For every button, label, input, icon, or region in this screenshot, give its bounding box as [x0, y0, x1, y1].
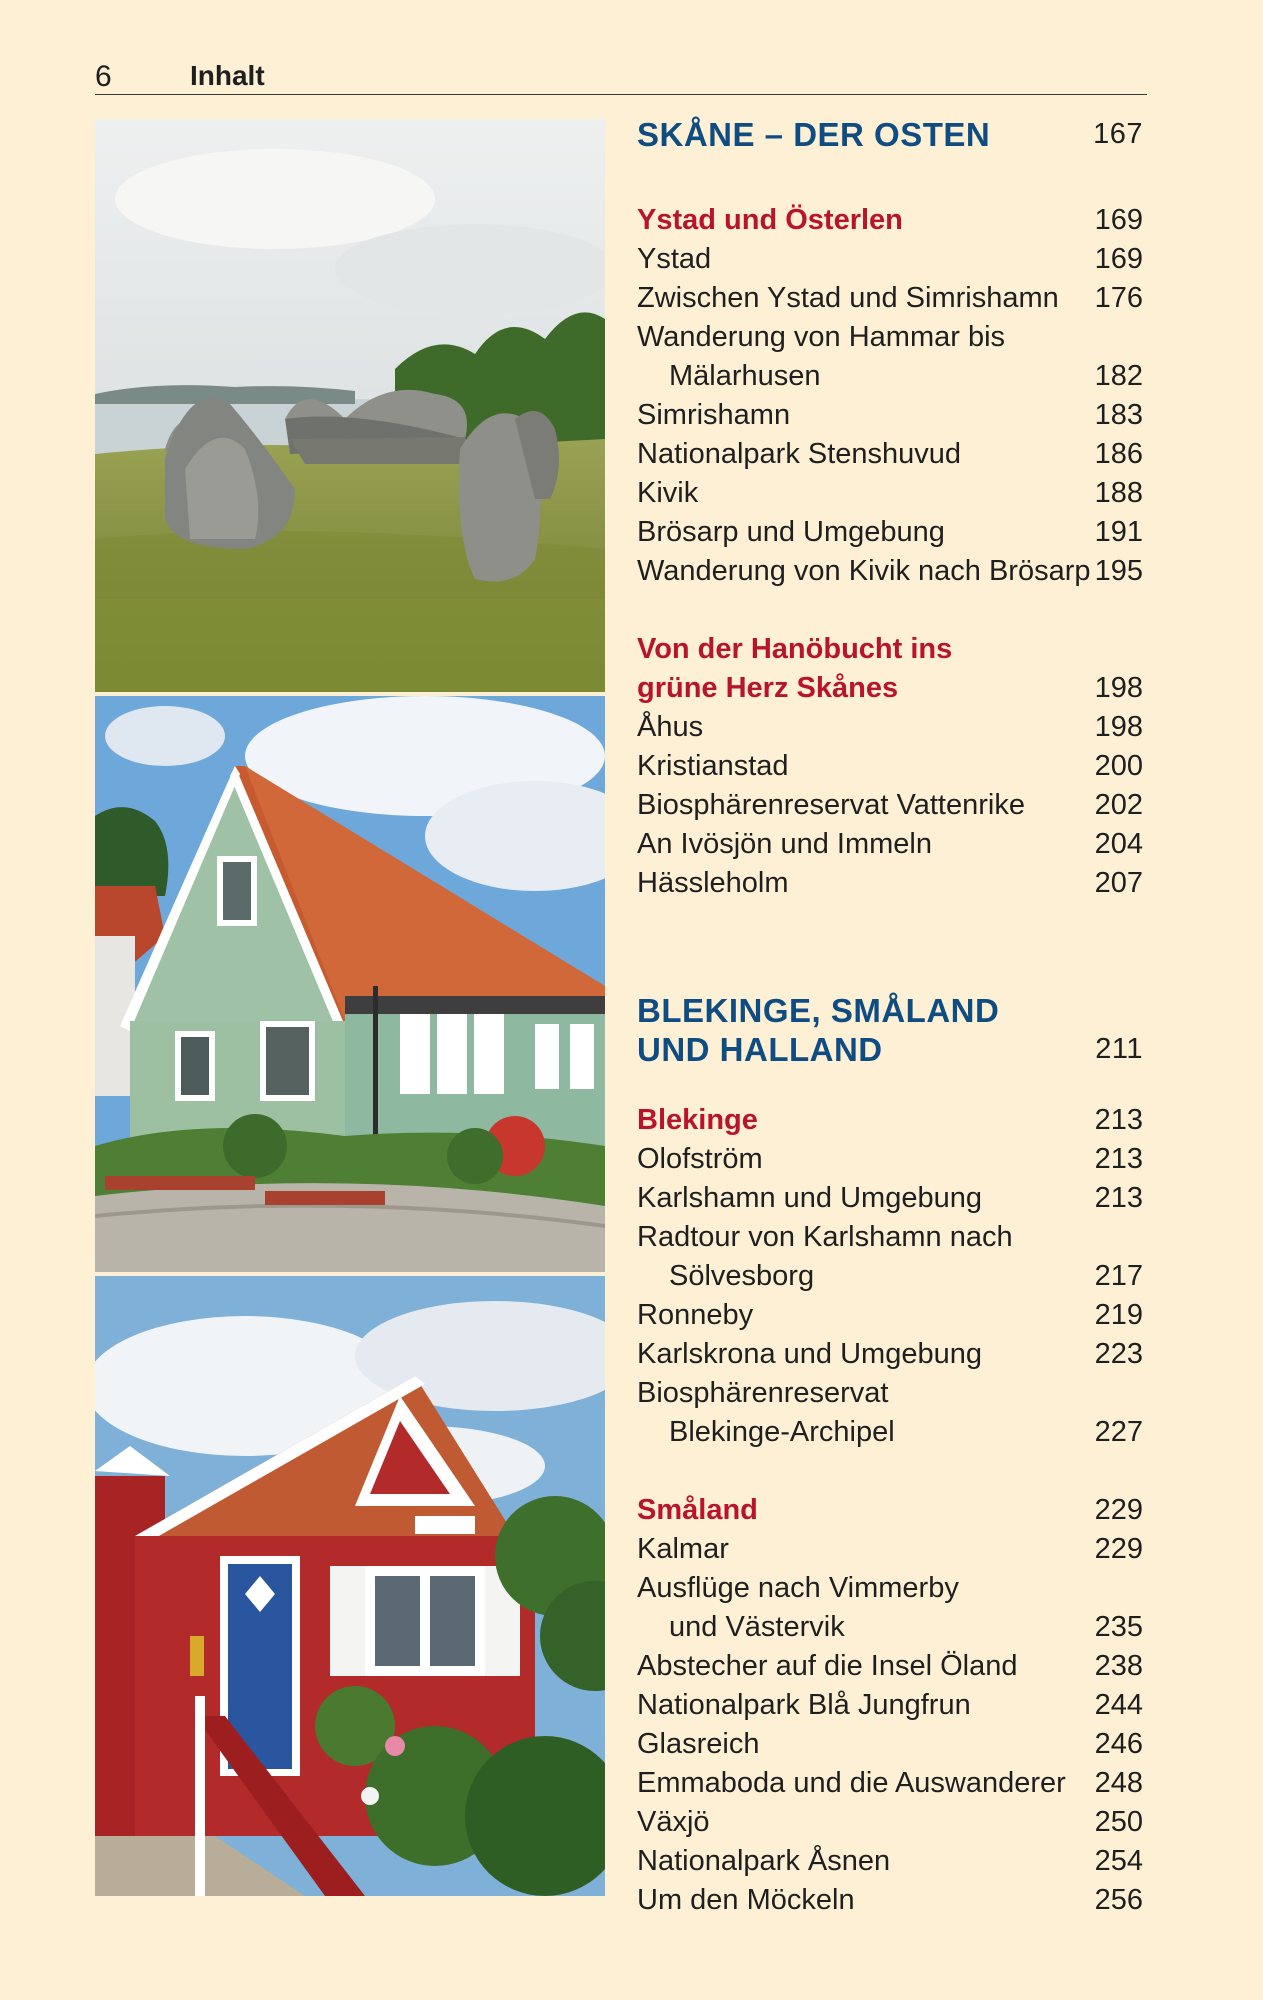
toc-entry[interactable] — [637, 864, 1147, 903]
section-heading[interactable] — [637, 1491, 1147, 1530]
toc-entry[interactable] — [637, 1413, 1147, 1452]
toc-entry[interactable] — [637, 1179, 1147, 1218]
toc-entry[interactable] — [637, 1803, 1147, 1842]
entry-page: 198 — [1094, 711, 1143, 743]
toc-entry[interactable] — [637, 1296, 1147, 1335]
toc-entry[interactable] — [637, 513, 1147, 552]
entry-label: Sölvesborg — [669, 1260, 815, 1292]
entry-page: 186 — [1094, 438, 1143, 470]
entry-page: 182 — [1094, 360, 1143, 392]
entry-page: 213 — [1094, 1143, 1143, 1175]
entry-label: Wanderung von Kivik nach Brösarp — [637, 555, 1091, 587]
chapter-title: SKÅNE – DER OSTEN — [637, 116, 991, 153]
entry-label: An Ivösjön und Immeln — [637, 828, 932, 860]
toc-entry[interactable] — [637, 435, 1147, 474]
section-title: Småland — [637, 1494, 758, 1526]
section-heading[interactable] — [637, 669, 1147, 708]
toc-entry[interactable] — [637, 786, 1147, 825]
section-title: grüne Herz Skånes — [637, 672, 899, 704]
entry-page: 229 — [1094, 1533, 1143, 1565]
chapter-heading[interactable] — [637, 991, 1147, 1030]
entry-label: Ystad — [637, 243, 712, 275]
photo-green-house — [95, 696, 605, 1272]
section-page: 213 — [1094, 1104, 1143, 1136]
entry-page: 244 — [1094, 1689, 1143, 1721]
entry-page: 191 — [1094, 516, 1143, 548]
entry-page: 176 — [1094, 282, 1143, 314]
entry-label: Blekinge-Archipel — [669, 1416, 895, 1448]
toc-entry[interactable] — [637, 708, 1147, 747]
entry-page: 202 — [1094, 789, 1143, 821]
toc-entry[interactable] — [637, 1842, 1147, 1881]
toc-entry[interactable] — [637, 1608, 1147, 1647]
toc-entry[interactable] — [637, 1686, 1147, 1725]
entry-label: Karlshamn und Umgebung — [637, 1182, 982, 1214]
entry-label: Um den Möckeln — [637, 1884, 855, 1916]
entry-page: 235 — [1094, 1611, 1143, 1643]
section-page: 169 — [1094, 204, 1143, 236]
entry-page: 219 — [1094, 1299, 1143, 1331]
toc-entry[interactable] — [637, 357, 1147, 396]
chapter-page: 211 — [1095, 1033, 1143, 1065]
section-title: Blekinge — [637, 1104, 758, 1136]
entry-page: 223 — [1094, 1338, 1143, 1370]
entry-page: 213 — [1094, 1182, 1143, 1214]
entry-label: Glasreich — [637, 1728, 760, 1760]
section-page: 198 — [1094, 672, 1143, 704]
chapter-heading[interactable] — [637, 115, 1147, 154]
entry-page: 195 — [1094, 555, 1143, 587]
entry-label: Biosphärenreservat — [637, 1377, 889, 1409]
entry-label: Kristianstad — [637, 750, 789, 782]
entry-label: Åhus — [637, 711, 704, 743]
entry-label: Hässleholm — [637, 867, 789, 899]
table-of-contents — [637, 115, 1147, 1920]
entry-label: Nationalpark Åsnen — [637, 1845, 891, 1877]
entry-label: Brösarp und Umgebung — [637, 516, 945, 548]
toc-entry[interactable] — [637, 1257, 1147, 1296]
entry-page: 238 — [1094, 1650, 1143, 1682]
page-number: 6 — [95, 60, 112, 93]
entry-label: Biosphärenreservat Vattenrike — [637, 789, 1025, 821]
entry-page: 227 — [1094, 1416, 1143, 1448]
toc-entry[interactable] — [637, 279, 1147, 318]
entry-label: Ausflüge nach Vimmerby — [637, 1572, 959, 1604]
toc-entry[interactable] — [637, 1569, 1147, 1608]
entry-label: Abstecher auf die Insel Öland — [637, 1650, 1018, 1682]
section-title: Ystad und Österlen — [637, 204, 903, 236]
toc-entry[interactable] — [637, 1140, 1147, 1179]
entry-label: Olofström — [637, 1143, 763, 1175]
section-heading[interactable] — [637, 201, 1147, 240]
section-title: Von der Hanöbucht ins — [637, 633, 953, 665]
entry-label: Nationalpark Blå Jungfrun — [637, 1689, 971, 1721]
entry-label: Mälarhusen — [669, 360, 821, 392]
entry-page: 217 — [1094, 1260, 1143, 1292]
entry-label: und Västervik — [669, 1611, 845, 1643]
toc-entry[interactable] — [637, 1374, 1147, 1413]
chapter-heading[interactable] — [637, 1030, 1147, 1069]
entry-page: 207 — [1094, 867, 1143, 899]
page-header — [95, 58, 1147, 95]
entry-page: 250 — [1094, 1806, 1143, 1838]
entry-label: Zwischen Ystad und Simrishamn — [637, 282, 1059, 314]
entry-label: Kivik — [637, 477, 699, 509]
section-heading[interactable] — [637, 1101, 1147, 1140]
section-page: 229 — [1094, 1494, 1143, 1526]
entry-page: 256 — [1094, 1884, 1143, 1916]
toc-entry[interactable] — [637, 552, 1147, 591]
photo-standing-stones — [95, 119, 605, 692]
entry-label: Wanderung von Hammar bis — [637, 321, 1006, 353]
entry-label: Kalmar — [637, 1533, 729, 1565]
toc-entry[interactable] — [637, 1335, 1147, 1374]
toc-entry[interactable] — [637, 747, 1147, 786]
toc-entry[interactable] — [637, 1725, 1147, 1764]
entry-label: Växjö — [637, 1806, 710, 1838]
toc-entry[interactable] — [637, 474, 1147, 513]
entry-label: Radtour von Karlshamn nach — [637, 1221, 1013, 1253]
entry-page: 169 — [1094, 243, 1143, 275]
toc-entry[interactable] — [637, 396, 1147, 435]
entry-page: 200 — [1094, 750, 1143, 782]
header-title: Inhalt — [190, 60, 265, 91]
toc-entry[interactable] — [637, 1530, 1147, 1569]
chapter-title: UND HALLAND — [637, 1031, 883, 1068]
entry-label: Emmaboda und die Auswanderer — [637, 1767, 1066, 1799]
section-heading[interactable] — [637, 630, 1147, 669]
entry-page: 188 — [1094, 477, 1143, 509]
entry-page: 246 — [1094, 1728, 1143, 1760]
toc-entry[interactable] — [637, 825, 1147, 864]
entry-label: Ronneby — [637, 1299, 754, 1331]
toc-entry[interactable] — [637, 240, 1147, 279]
toc-entry[interactable] — [637, 1764, 1147, 1803]
toc-entry[interactable] — [637, 1881, 1147, 1920]
entry-page: 248 — [1094, 1767, 1143, 1799]
toc-entry[interactable] — [637, 318, 1147, 357]
toc-entry[interactable] — [637, 1647, 1147, 1686]
entry-page: 183 — [1094, 399, 1143, 431]
entry-label: Nationalpark Stenshuvud — [637, 438, 962, 470]
photo-column — [95, 119, 605, 1896]
toc-entry[interactable] — [637, 1218, 1147, 1257]
photo-red-house — [95, 1276, 605, 1896]
chapter-page: 167 — [1093, 118, 1143, 150]
entry-label: Karlskrona und Umgebung — [637, 1338, 982, 1370]
entry-page: 204 — [1094, 828, 1143, 860]
entry-page: 254 — [1094, 1845, 1143, 1877]
chapter-title: BLEKINGE, SMÅLAND — [637, 992, 1000, 1029]
entry-label: Simrishamn — [637, 399, 791, 431]
